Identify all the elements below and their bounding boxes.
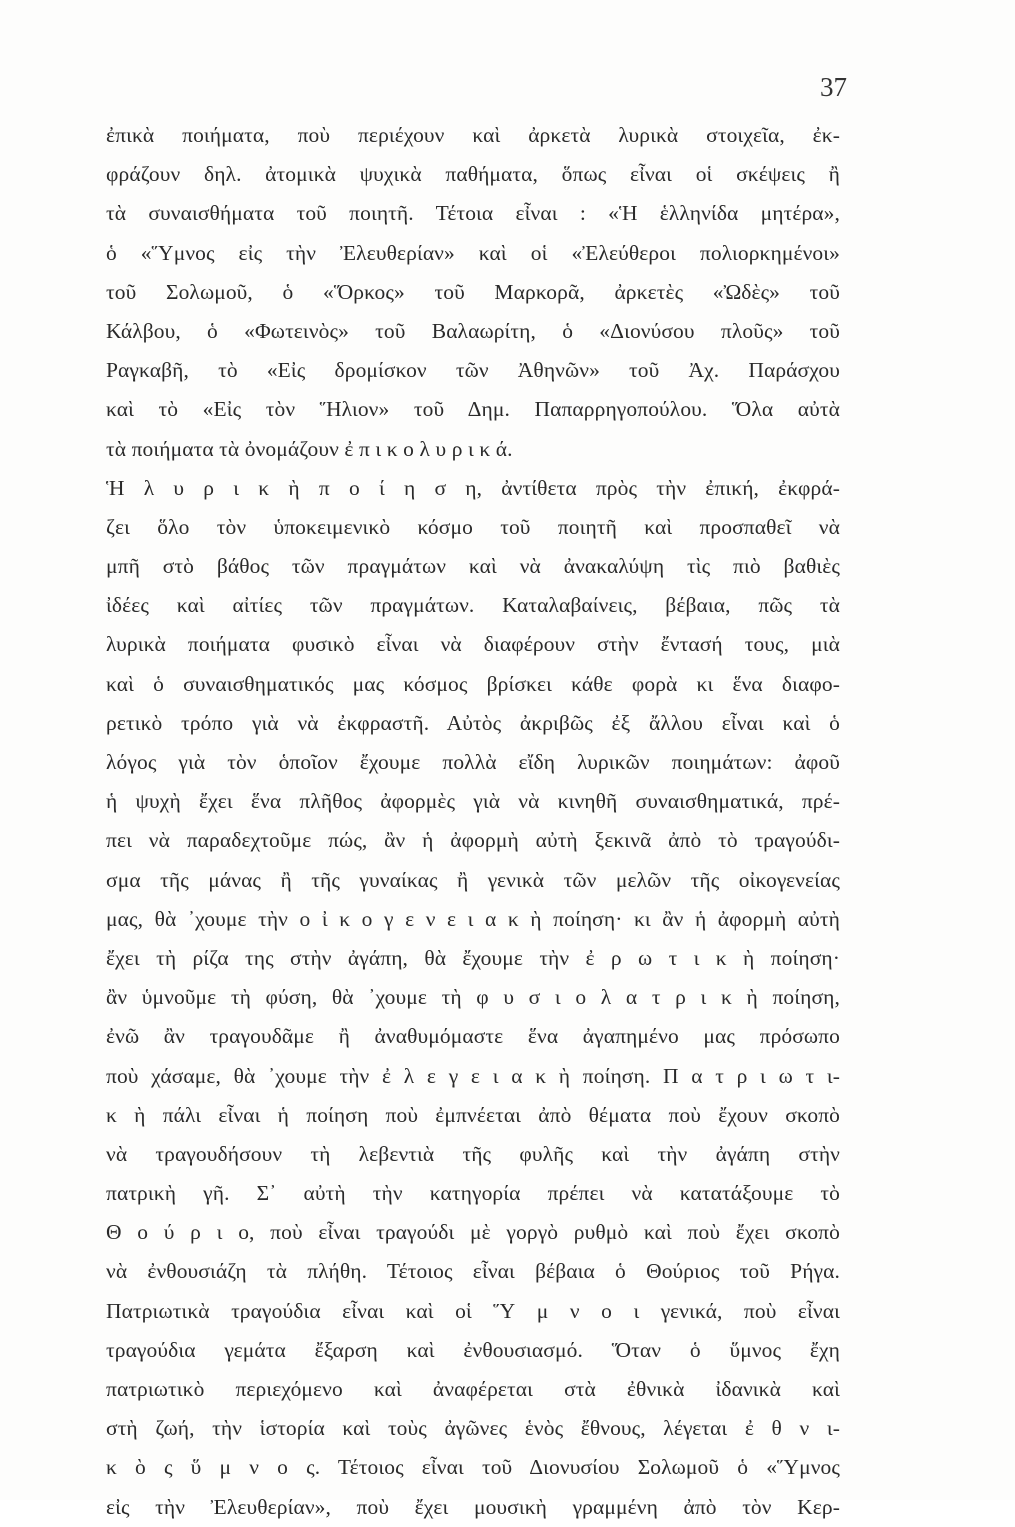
text-line: κ ὴ πάλι εἶναι ἡ ποίηση ποὺ ἐμπνέεται ἀπὸ θέματα ποὺ ἔχουν σκοπὸ	[106, 1102, 840, 1127]
text-line: στὴ ζωή, τὴν ἱστορία καὶ τοὺς ἀγῶνες ἑνὸς ἔθνους, λέγεται ἐ θ ν ι-	[106, 1416, 840, 1441]
text-line: ζει ὅλο τὸν ὑποκειμενικὸ κόσμο τοῦ ποιητῆ καὶ προσπαθεῖ νὰ	[106, 514, 840, 539]
text-line: τοῦ Σολωμοῦ, ὁ «Ὅρκος» τοῦ Μαρκορᾶ, ἀρκετὲς «Ὠδὲς» τοῦ	[106, 279, 840, 304]
text-line: τὰ συναισθήματα τοῦ ποιητῆ. Τέτοια εἶναι : «Ἡ ἑλληνίδα μητέρα»,	[106, 201, 840, 226]
text-line: ἐπικὰ ποιήματα, ποὺ περιέχουν καὶ ἀρκετὰ λυρικὰ στοιχεῖα, ἐκ-	[106, 123, 840, 147]
text-line: νὰ τραγουδήσουν τὴ λεβεντιὰ τῆς φυλῆς καὶ τὴν ἀγάπη στὴν	[106, 1141, 840, 1166]
text-line: ἐνῶ ἂν τραγουδᾶμε ἢ ἀναθυμόμαστε ἕνα ἀγαπημένο μας πρόσωπο	[106, 1024, 840, 1049]
text-line: Θ ο ύ ρ ι ο, ποὺ εἶναι τραγούδι μὲ γοργὸ ρυθμὸ καὶ ποὺ ἔχει σκοπὸ	[106, 1220, 840, 1245]
text-line: τραγούδια γεμάτα ἔξαρση καὶ ἐνθουσιασμό. Ὅταν ὁ ὕμνος ἔχη	[106, 1337, 840, 1362]
text-line: ρετικὸ τρόπο γιὰ νὰ ἐκφραστῆ. Αὐτὸς ἀκριβῶς ἐξ ἄλλου εἶναι καὶ ὁ	[106, 710, 840, 735]
text-line: πατριωτικὸ περιεχόμενο καὶ ἀναφέρεται στὰ ἐθνικὰ ἰδανικὰ καὶ	[106, 1377, 840, 1401]
text-line: καὶ τὸ «Εἰς τὸν Ἥλιον» τοῦ Δημ. Παπαρρηγοπούλου. Ὅλα αὐτὰ	[106, 397, 840, 422]
text-line: καὶ ὁ συναισθηματικός μας κόσμος βρίσκει κάθε φορὰ κι ἕνα διαφο-	[106, 671, 840, 696]
text-line: πει νὰ παραδεχτοῦμε πώς, ἂν ἡ ἀφορμὴ αὐτὴ ξεκινᾶ ἀπὸ τὸ τραγούδι-	[106, 828, 840, 853]
text-line: Πατριωτικὰ τραγούδια εἶναι καὶ οἱ Ὕ μ ν ο ι γενικά, ποὺ εἶναι	[106, 1298, 840, 1323]
text-line: λόγος γιὰ τὸν ὁποῖον ἔχουμε πολλὰ εἴδη λυρικῶν ποιημάτων: ἀφοῦ	[106, 750, 840, 774]
text-line: νὰ ἐνθουσιάζη τὰ πλήθη. Τέτοιος εἶναι βέβαια ὁ Θούριος τοῦ Ρήγα.	[106, 1259, 840, 1284]
text-line: τὰ ποιήματα τὰ ὀνομάζουν ἐ π ι κ ο λ υ ρ ι κ ά.	[106, 436, 513, 461]
text-line: μπῆ στὸ βάθος τῶν πραγμάτων καὶ νὰ ἀνακαλύψη τὶς πιὸ βαθιὲς	[106, 554, 840, 579]
text-line: λυρικὰ ποιήματα φυσικὸ εἶναι νὰ διαφέρουν στὴν ἔντασή τους, μιὰ	[106, 632, 840, 657]
text-line: Ἡ λ υ ρ ι κ ὴ π ο ί η σ η, ἀντίθετα πρὸς τὴν ἐπική, ἐκφρά-	[106, 475, 840, 500]
text-line: μας, θὰ ᾽χουμε τὴν ο ἰ κ ο γ ε ν ε ι α κ ὴ ποίηση· κι ἂν ἡ ἀφορμὴ αὐτὴ	[106, 906, 840, 931]
body-text	[106, 116, 840, 1527]
text-line: φράζουν δηλ. ἀτομικὰ ψυχικὰ παθήματα, ὅπως εἶναι οἱ σκέψεις ἢ	[106, 162, 840, 187]
text-line: σμα τῆς μάνας ἢ τῆς γυναίκας ἢ γενικὰ τῶν μελῶν τῆς οἰκογενείας	[106, 867, 840, 892]
text-line: εἰς τὴν Ἐλευθερίαν», ποὺ ἔχει μουσικὴ γραμμένη ἀπὸ τὸν Κερ-	[106, 1494, 840, 1519]
text-line: κ ὸ ς ὕ μ ν ο ς. Τέτοιος εἶναι τοῦ Διονυσίου Σολωμοῦ ὁ «Ὕμνος	[106, 1455, 840, 1480]
page-number: 37	[820, 72, 847, 102]
text-line: ὁ «Ὕμνος εἰς τὴν Ἐλευθερίαν» καὶ οἱ «Ἐλεύθεροι πολιορκημένοι»	[106, 240, 840, 265]
text-line: ποὺ χάσαμε, θὰ ᾽χουμε τὴν ἐ λ ε γ ε ι α κ ὴ ποίηση. Π α τ ρ ι ω τ ι-	[106, 1063, 840, 1088]
text-line: ἡ ψυχὴ ἔχει ἕνα πλῆθος ἀφορμὲς γιὰ νὰ κινηθῆ συναισθηματικά, πρέ-	[106, 789, 840, 814]
text-line: ἔχει τὴ ρίζα της στὴν ἀγάπη, θὰ ἔχουμε τὴν ἐ ρ ω τ ι κ ὴ ποίηση·	[106, 945, 840, 970]
text-line: ἰδέες καὶ αἰτίες τῶν πραγμάτων. Καταλαβαίνεις, βέβαια, πῶς τὰ	[106, 593, 840, 618]
text-line: Ραγκαβῆ, τὸ «Εἰς δρομίσκον τῶν Ἀθηνῶν» τοῦ Ἀχ. Παράσχου	[106, 358, 840, 383]
text-line: πατρικὴ γῆ. Σ᾽ αὐτὴ τὴν κατηγορία πρέπει νὰ κατατάξουμε τὸ	[106, 1181, 840, 1206]
text-line: Κάλβου, ὁ «Φωτεινὸς» τοῦ Βαλαωρίτη, ὁ «Διονύσου πλοῦς» τοῦ	[106, 318, 840, 343]
text-line: ἂν ὑμνοῦμε τὴ φύση, θὰ ᾽χουμε τὴ φ υ σ ι ο λ α τ ρ ι κ ὴ ποίηση,	[106, 985, 840, 1010]
